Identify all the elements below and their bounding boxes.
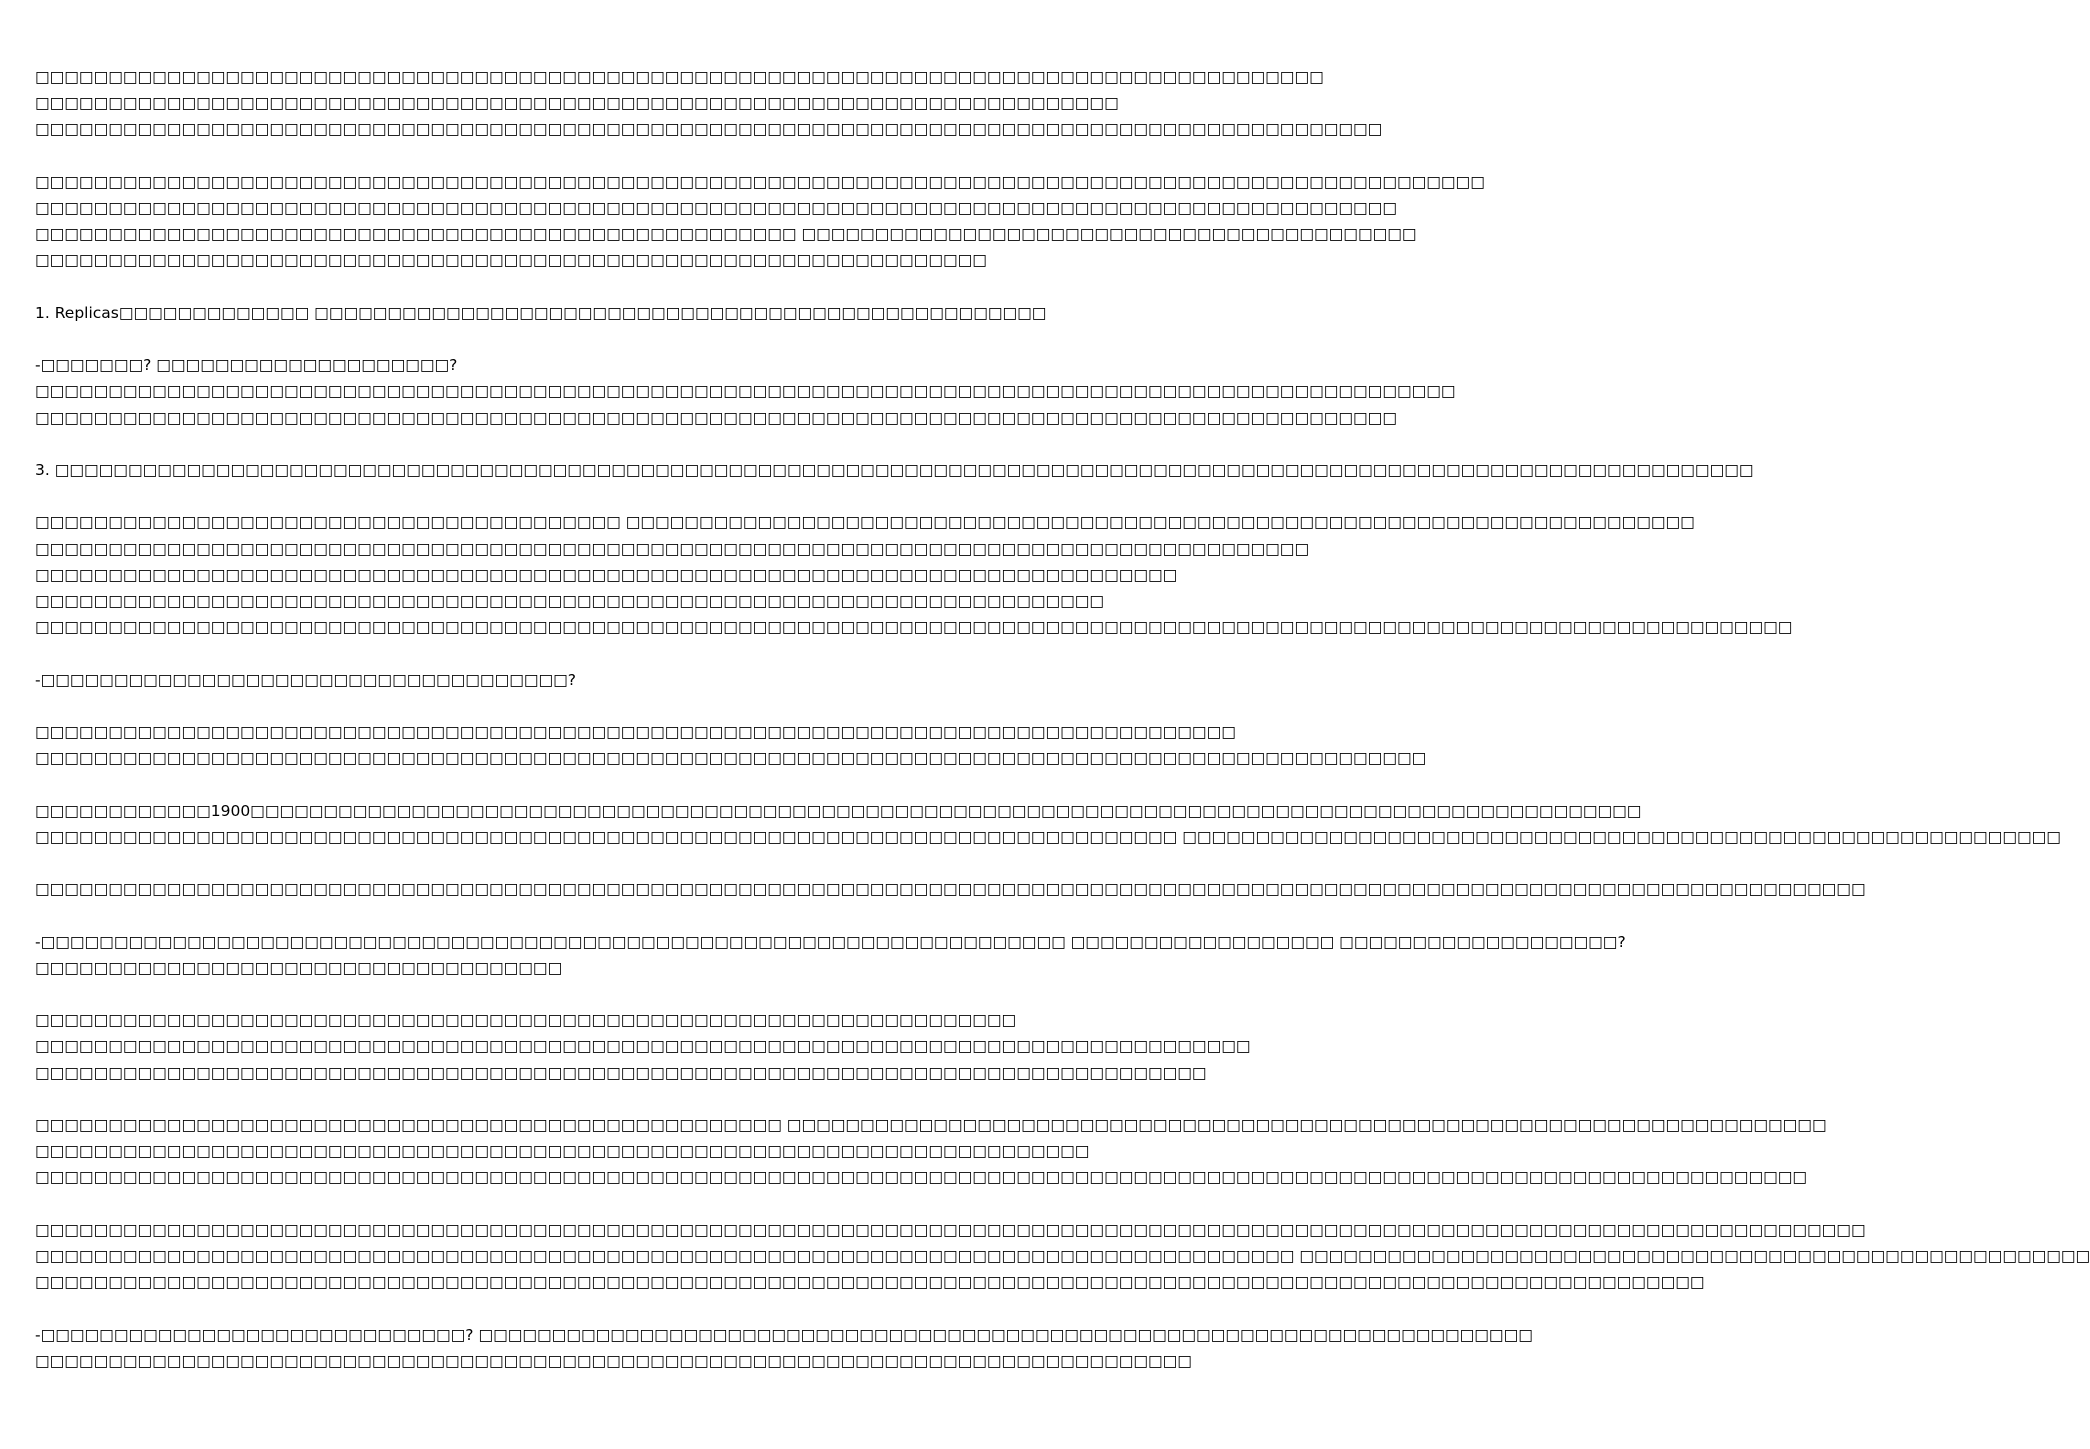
- text-line: □□□□□□□□□□□□□□□□□□□□□□□□□□□□□□□□□□□□□□□□□□□□□□□□□□□□□□□□□□□□□□□□□□□□□□□□□□□□□□□□□□□□□□□□□□□□: [35, 120, 1383, 139]
- text-line: □□□□□□□□□□□□□□□□□□□□□□□□□□□□□□□□□□□□: [35, 958, 563, 977]
- text-line: □□□□□□□□□□□□□□□□□□□□□□□□□□□□□□□□□□□□□□□□□□□□□□□□□□□□□□□□□□□□□□□□□□□□□□□□□□: [35, 94, 1119, 113]
- text-line: □□□□□□□□□□□□□□□□□□□□□□□□□□□□□□□□□□□□□□□□□□□□□□□□□□□□□□□□□□□□□□□□□□□: [35, 1011, 1017, 1030]
- paragraph: [35, 1007, 1251, 1086]
- document-body: [35, 64, 2090, 1400]
- text-line: □□□□□□□□□□□□□□□□□□□□□□□□□□□□□□□□□□□□□□□□□□□□□□□□□□□ □□□□□□□□□□□□□□□□□□□□□□□□□□□□□□□□□□□□□□□□□□□□□□□□□□□□□□□□□□□□□□□□□□□□□□□: [35, 1115, 1827, 1134]
- paragraph: [35, 64, 1383, 143]
- text-line: □□□□□□□□□□□□□□□□□□□□□□□□□□□□□□□□□□□□□□□□□□□□□□□□□□□□ □□□□□□□□□□□□□□□□□□□□□□□□□□□□□□□□□□□□□□□□□□: [35, 225, 1417, 244]
- text-line: □□□□□□□□□□□□□□□□□□□□□□□□□□□□□□□□□□□□□□□□□□□□□□□□□□□□□□□□□□□□□□□□□□□□□□□□□□□□□□□□□□: [35, 722, 1236, 741]
- text-line: -□□□□□□□□□□□□□□□□□□□□□□□□□□□□□? □□□□□□□□□□□□□□□□□□□□□□□□□□□□□□□□□□□□□□□□□□□□□□□□□□□□□□□□□□□□□□□□□□□□□□□□: [35, 1325, 1533, 1344]
- text-line: □□□□□□□□□□□□□□□□□□□□□□□□□□□□□□□□□□□□□□□□□□□□□□□□□□□□□□□□□□□□□□□□□□□□□□□□□□□□□□□□□□□□□□□□□□□□□□□□□□□□□□□□□□□□□□□□□□□□□□□□□□□□□: [35, 1220, 1866, 1239]
- text-line: □□□□□□□□□□□□□□□□□□□□□□□□□□□□□□□□□□□□□□□□□□□□□□□□□□□□□□□□□□□□□□□□□□□□□□□□□□□□□□□: [35, 1351, 1192, 1370]
- paragraph: [35, 876, 1866, 902]
- paragraph: [35, 1217, 2090, 1296]
- text-line: □□□□□□□□□□□□□□□□□□□□□□□□□□□□□□□□□□□□□□□□□□□□□□□□□□□□□□□□□□□□□□□□□□□□□□□□□□□□□□□□□□□□□□□□□□□□□: [35, 408, 1397, 427]
- paragraph: [35, 1322, 1533, 1374]
- text-line: □□□□□□□□□□□□□□□□□□□□□□□□□□□□□□□□□□□□□□□□□□□□□□□□□□□□□□□□□□□□□□□□□□□□□□□□: [35, 1142, 1090, 1161]
- text-line: □□□□□□□□□□□□□□□□□□□□□□□□□□□□□□□□□□□□□□□□□□□□□□□□□□□□□□□□□□□□□□□□□: [35, 251, 987, 270]
- text-line: -□□□□□□□? □□□□□□□□□□□□□□□□□□□□?: [35, 356, 458, 375]
- text-line: □□□□□□□□□□□□□□□□□□□□□□□□□□□□□□□□□□□□□□□□□□□□□□□□□□□□□□□□□□□□□□□□□□□□□□□□□□□□□□□□□□□□□□□□□□□□□: [35, 199, 1397, 217]
- text-line: □□□□□□□□□□□□□□□□□□□□□□□□□□□□□□□□□□□□□□□□□□□□□□□□□□□□□□□□□□□□□□□□□□□□□□□□□□□□□□□□□□□□□□ □□□□□□□□□□□□□□□□□□□□□□□□□□□□□□□□□□□□□□□□□□□□□□□□□□□□□□: [35, 1246, 2090, 1265]
- text-line: □□□□□□□□□□□□□□□□□□□□□□□□□□□□□□□□□□□□□□□□□□□□□□□□□□□□□□□□□□□□□□□□□□□□□□□□□□□□□□□□□□□□□□□□: [35, 68, 1324, 86]
- text-line: □□□□□□□□□□□□□□□□□□□□□□□□□□□□□□□□□□□□□□□□□□□□□□□□□□□□□□□□□□□□□□□□□□□□□□□□□□□□□□□□□□□□□□□□□□□□□□□: [35, 749, 1427, 768]
- paragraph: [35, 719, 1427, 771]
- text-line: □□□□□□□□□□□□□□□□□□□□□□□□□□□□□□□□□□□□□□□□□□□□□□□□□□□□□□□□□□□□□□□□□□□□□□□□□□□□□□□□: [35, 1063, 1207, 1082]
- text-line: □□□□□□□□□□□□□□□□□□□□□□□□□□□□□□□□□□□□□□□□□□□□□□□□□□□□□□□□□□□□□□□□□□□□□□□□□: [35, 591, 1105, 610]
- text-line: □□□□□□□□□□□□□□□□□□□□□□□□□□□□□□□□□□□□□□□□□□□□□□□□□□□□□□□□□□□□□□□□□□□□□□□□□□□□□□□□□□□: [35, 1037, 1251, 1056]
- text-line: □□□□□□□□□□□□□□□□□□□□□□□□□□□□□□□□□□□□□□□□□□□□□□□□□□□□□□□□□□□□□□□□□□□□□□□□□□□□□□□□□□□□□□□□□□□□□□□□□□□□□□□□□□□□□□□□□□□□□□□□□□□□□: [35, 880, 1866, 899]
- text-line: 3. □□□□□□□□□□□□□□□□□□□□□□□□□□□□□□□□□□□□□□□□□□□□□□□□□□□□□□□□□□□□□□□□□□□□□□□□□□□□□□□□□□□□□□□□□□□□□□□□□□□□□□□□□□□□□□□□□□□□: [35, 460, 1754, 479]
- paragraph: [35, 667, 1004, 693]
- text-line: □□□□□□□□□□□□□□□□□□□□□□□□□□□□□□□□□□□□□□□□□□□□□□□□□□□□□□□□□□□□□□□□□□□□□□□□□□□□□□□□□□□□□□□: [35, 539, 1310, 558]
- text-line: □□□□□□□□□□□□□□□□□□□□□□□□□□□□□□□□□□□□□□□□□□□□□□□□□□□□□□□□□□□□□□□□□□□□□□□□□□□□□□□□□□□□□□□□□□□□□□□□□□□: [35, 172, 1485, 191]
- paragraph: [35, 509, 1793, 640]
- text-line: □□□□□□□□□□□□□□□□□□□□□□□□□□□□□□□□□□□□□□□□□□□□□□□□□□□□□□□□□□□□□□□□□□□□□□□□□□□□□□□□□□□□□□□□□□□□□□□□□□□□□□□□□□□□□□□□□□□□□□□□□: [35, 1168, 1808, 1187]
- text-line: □□□□□□□□□□□□□□□□□□□□□□□□□□□□□□□□□□□□□□□□□□□□□□□□□□□□□□□□□□□□□□□□□□□□□□□□□□□□□□□□□□□□□□□□□□□□□□□□□: [35, 382, 1456, 401]
- text-line: □□□□□□□□□□□□□□□□□□□□□□□□□□□□□□□□□□□□□□□□□□□□□□□□□□□□□□□□□□□□□□□□□□□□□□□□□□□□□□: [35, 565, 1178, 584]
- text-line: □□□□□□□□□□□□□□□□□□□□□□□□□□□□□□□□□□□□□□□□□□□□□□□□□□□□□□□□□□□□□□□□□□□□□□□□□□□□□□ □□□□□□□□□□□□□□□□□□□□□□□□□□□□□□□□□□□□□□□□□□□□□□□□□□□□□□□□□□□□: [35, 827, 2061, 846]
- paragraph: [35, 457, 1754, 483]
- paragraph: [35, 169, 1485, 274]
- text-line: -□□□□□□□□□□□□□□□□□□□□□□□□□□□□□□□□□□□□□□□□□□□□□□□□□□□□□□□□□□□□□□□□□□□□□□ □□□□□□□□□□□□□□□□□□ □□□□□□□□□□□□□□□□□□□?: [35, 932, 1626, 951]
- text-line: □□□□□□□□□□□□□□□□□□□□□□□□□□□□□□□□□□□□□□□□□□□□□□□□□□□□□□□□□□□□□□□□□□□□□□□□□□□□□□□□□□□□□□□□□□□□□□□□□□□□□□□□□□□□□□□□□□□□□□□□: [35, 618, 1793, 637]
- text-line: -□□□□□□□□□□□□□□□□□□□□□□□□□□□□□□□□□□□□?: [35, 670, 577, 689]
- paragraph: [35, 798, 2061, 850]
- paragraph: [35, 352, 1456, 431]
- paragraph: [35, 300, 1047, 326]
- paragraph: [35, 929, 1626, 981]
- text-line: 1. Replicas□□□□□□□□□□□□□ □□□□□□□□□□□□□□□□□□□□□□□□□□□□□□□□□□□□□□□□□□□□□□□□□□: [35, 303, 1047, 322]
- text-line: □□□□□□□□□□□□1900□□□□□□□□□□□□□□□□□□□□□□□□□□□□□□□□□□□□□□□□□□□□□□□□□□□□□□□□□□□□□□□□□□□□□□□□□□□□□□□□□□□□□□□□□□□□□□□: [35, 801, 1642, 820]
- text-line: □□□□□□□□□□□□□□□□□□□□□□□□□□□□□□□□□□□□□□□□□□□□□□□□□□□□□□□□□□□□□□□□□□□□□□□□□□□□□□□□□□□□□□□□□□□□□□□□□□□□□□□□□□□□□□□□□□: [35, 1273, 1705, 1292]
- text-line: □□□□□□□□□□□□□□□□□□□□□□□□□□□□□□□□□□□□□□□□ □□□□□□□□□□□□□□□□□□□□□□□□□□□□□□□□□□□□□□□□□□□□□□□□□□□□□□□□□□□□□□□□□□□□□□□□□: [35, 513, 1695, 532]
- paragraph: [35, 1112, 1827, 1191]
